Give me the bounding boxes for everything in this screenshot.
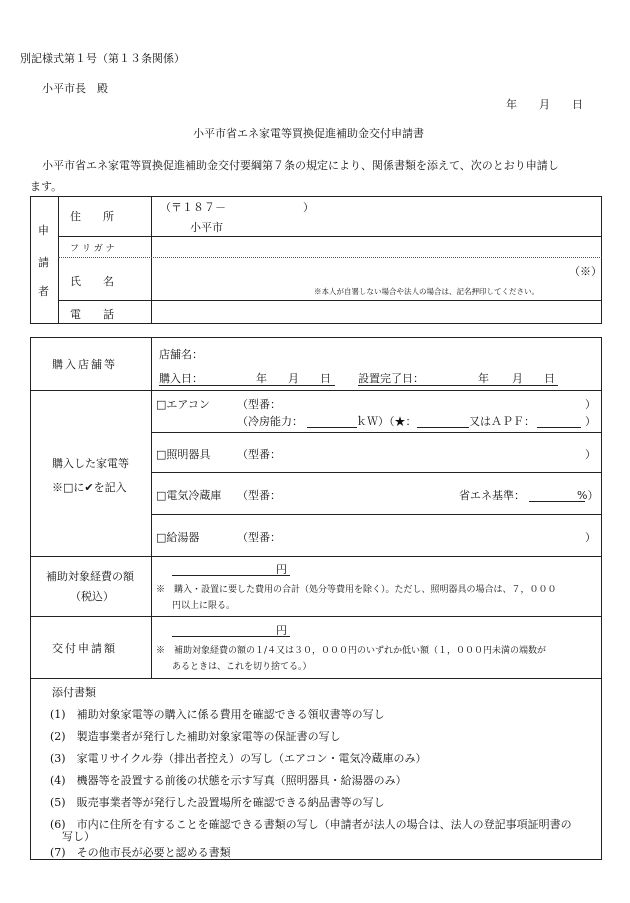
install-day: 日	[544, 372, 555, 385]
store-name-label: 店舗名：	[159, 348, 203, 361]
water-heater-checkbox[interactable]: □給湯器	[156, 531, 200, 544]
date-line[interactable]: 年 月 日	[506, 98, 583, 111]
fridge-standard-field[interactable]	[529, 485, 575, 501]
phone-field[interactable]	[153, 302, 601, 322]
furigana-field[interactable]	[153, 238, 601, 256]
addressee: 小平市長 殿	[42, 82, 108, 95]
seal-mark: （※）	[569, 265, 602, 278]
install-year: 年	[478, 372, 489, 385]
applicant-side-label-2: 請	[38, 256, 49, 269]
store-label: 購入店舗等	[52, 358, 117, 371]
attachment-item: (1) 補助対象家電等の購入に係る費用を確認できる領収書等の写し	[50, 708, 385, 721]
lighting-checkbox[interactable]: □照明器具	[156, 448, 211, 461]
aircon-capacity-field[interactable]	[307, 411, 357, 427]
purchase-month: 月	[288, 372, 299, 385]
subsidy-cost-note-2: 円以上に限る。	[172, 601, 236, 611]
fridge-percent: %）	[577, 489, 599, 502]
aircon-model-close: ）	[585, 398, 596, 411]
aircon-kw-label: ｋＷ）（★：	[356, 415, 417, 428]
postal-code-field[interactable]: （〒１８７－ ）	[160, 201, 314, 214]
attachment-item: (3) 家電リサイクル券（排出者控え）の写し（エアコン・電気冷蔵庫のみ）	[50, 752, 427, 765]
city-field[interactable]: 小平市	[190, 221, 223, 234]
attachment-item-continuation: 写し）	[62, 830, 95, 843]
appliance-check-instruction: ※□に✔を記入	[52, 481, 127, 494]
install-date-field[interactable]	[428, 368, 556, 384]
install-date-label: 設置完了日：	[358, 372, 424, 385]
application-amount-note-2: あるときは、これを切り捨てる。）	[172, 662, 312, 672]
aircon-checkbox[interactable]: □エアコン	[156, 398, 210, 411]
application-amount-yen: 円	[276, 624, 287, 637]
subsidy-cost-tax-label: （税込）	[70, 590, 114, 603]
fridge-model-field[interactable]	[300, 485, 450, 501]
subsidy-cost-label: 補助対象経費の額	[46, 570, 134, 583]
fridge-model-label: （型番：	[237, 489, 281, 502]
application-amount-note-1: ※ 補助対象経費の額の１/４又は３０，０００円のいずれか低い額（１，０００円未満の端数が	[156, 646, 547, 656]
install-month: 月	[512, 372, 523, 385]
attachment-item: (5) 販売事業者等が発行した設置場所を確認できる納品書等の写し	[50, 796, 385, 809]
purchase-date-label: 購入日：	[159, 372, 203, 385]
name-label: 氏 名	[70, 275, 114, 288]
water-heater-model-label: （型番：	[237, 531, 281, 544]
fridge-standard-label: 省エネ基準：	[459, 489, 525, 502]
purchase-day: 日	[320, 372, 331, 385]
furigana-label: フ リ ガ ナ	[70, 244, 115, 254]
purchase-date-field[interactable]	[206, 368, 334, 384]
aircon-apf-field[interactable]	[537, 411, 581, 427]
aircon-capacity-close: ）	[585, 415, 596, 428]
attachment-item: (6) 市内に住所を有することを確認できる書類の写し（申請者が法人の場合は、法人の登記事項証明書の	[50, 818, 572, 831]
applicant-side-label-3: 者	[38, 285, 49, 298]
fridge-checkbox[interactable]: □電気冷蔵庫	[156, 489, 222, 502]
appliance-label: 購入した家電等	[52, 457, 129, 470]
application-amount-field[interactable]	[172, 620, 276, 636]
subsidy-cost-yen: 円	[276, 563, 287, 576]
seal-note: ※本人が自署しない場合や法人の場合は、記名押印してください。	[314, 287, 539, 296]
attachment-item: (4) 機器等を設置する前後の状態を示す写真（照明器具・給湯器のみ）	[50, 774, 407, 787]
address-label: 住 所	[70, 210, 114, 223]
subsidy-cost-note-1: ※ 購入・設置に要した費用の合計（処分等費用を除く）。ただし、照明器具の場合は、７，０００	[156, 585, 557, 595]
lighting-model-close: ）	[585, 448, 596, 461]
aircon-model-field[interactable]	[300, 395, 580, 411]
attachment-item: (7) その他市長が必要と認める書類	[50, 846, 231, 859]
phone-label: 電 話	[70, 308, 114, 321]
water-heater-model-close: ）	[585, 531, 596, 544]
purchase-year: 年	[256, 372, 267, 385]
aircon-model-label: （型番：	[237, 398, 281, 411]
form-number: 別記様式第１号（第１３条関係）	[20, 52, 185, 65]
document-title: 小平市省エネ家電等買換促進補助金交付申請書	[193, 127, 424, 140]
lighting-model-field[interactable]	[300, 444, 580, 460]
subsidy-cost-field[interactable]	[172, 559, 276, 575]
water-heater-model-field[interactable]	[300, 527, 580, 543]
aircon-capacity-label: （冷房能力：	[237, 415, 303, 428]
applicant-side-label-1: 申	[38, 224, 49, 237]
attachment-item: (2) 製造事業者が発行した補助対象家電等の保証書の写し	[50, 730, 341, 743]
attachments-title: 添付書類	[52, 686, 96, 699]
aircon-apf-label: 又はＡＰＦ：	[469, 415, 535, 428]
aircon-star-field[interactable]	[417, 411, 469, 427]
intro-line-1: 小平市省エネ家電等買換促進補助金交付要綱第７条の規定により、関係書類を添えて、次のとおり申請し	[42, 159, 559, 172]
lighting-model-label: （型番：	[237, 448, 281, 461]
application-amount-label: 交付申請額	[52, 642, 117, 655]
name-field[interactable]	[153, 259, 553, 279]
intro-line-2: ます。	[30, 180, 63, 193]
